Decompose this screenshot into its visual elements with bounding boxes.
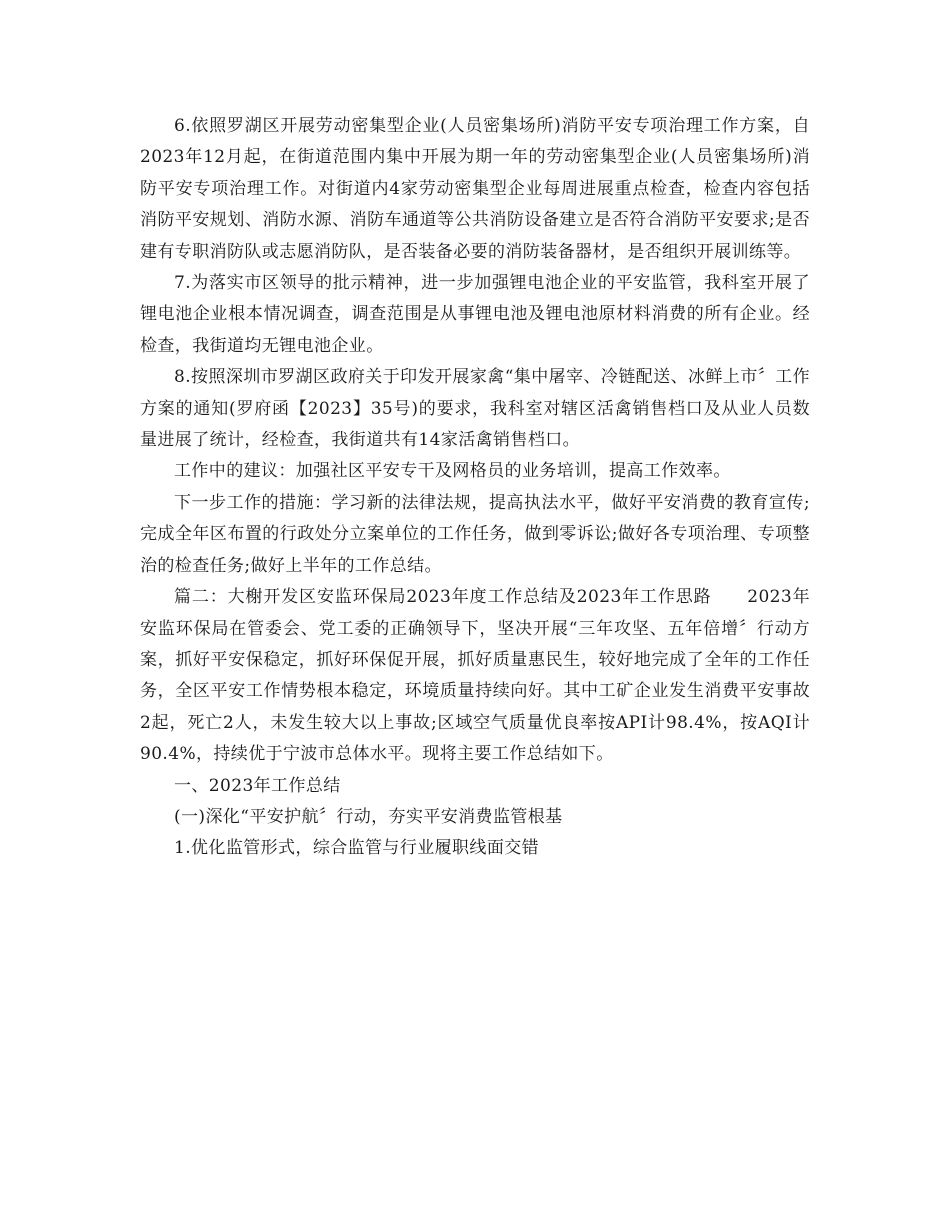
section-heading: 一、2023年工作总结 bbox=[174, 775, 341, 796]
paragraph-next-steps: 下一步工作的措施：学习新的法律法规，提高执法水平，做好平安消费的教育宣传;完成全年区布置的行政处分立案单位的工作任务，做到零诉讼;做好各专项治理、专项整治的检查任务;做好上半年的工作总结。 bbox=[140, 492, 810, 576]
paragraph-item-6: 6.依照罗湖区开展劳动密集型企业(人员密集场所)消防平安专项治理工作方案，自2023年12月起，在街道范围内集中开展为期一年的劳动密集型企业(人员密集场所)消防平安专项治理工作。对街道内4家劳动密集型企业每周进展重点检查，检查内容包括消防平安规划、消防水源、消防车通道等公共消防设备建立是否符合消防平安要求;是否建有专职消防队或志愿消防队，是否装备必要的消防装备器材，是否组织开展训练等。 bbox=[140, 116, 810, 262]
sub-item-heading: 1.优化监管形式，综合监管与行业履职线面交错 bbox=[174, 838, 540, 859]
paragraph-part-two: 篇二：大榭开发区安监环保局2023年度工作总结及2023年工作思路 2023年安监环保局在管委会、党工委的正确领导下，坚决开展“三年攻坚、五年倍增〞行动方案，抓好平安保稳定，抓好环保促开展，抓好质量惠民生，较好地完成了全年的工作任务，全区平安工作情势根本稳定，环境质量持续向好。其中工矿企业发生消费平安事故2起，死亡2人，未发生较大以上事故;区域空气质量优良率按API计98.4%，按AQI计90.4%，持续优于宁波市总体水平。现将主要工作总结如下。 bbox=[140, 587, 810, 765]
paragraph-item-8: 8.按照深圳市罗湖区政府关于印发开展家禽“集中屠宰、冷链配送、冰鲜上市〞工作方案的通知(罗府函【2023】35号)的要求，我科室对辖区活禽销售档口及从业人员数量进展了统计，经检查，我街道共有14家活禽销售档口。 bbox=[140, 367, 810, 451]
paragraph-suggestion: 工作中的建议：加强社区平安专干及网格员的业务培训，提高工作效率。 bbox=[174, 461, 731, 482]
paragraph-item-7: 7.为落实市区领导的批示精神，进一步加强锂电池企业的平安监管，我科室开展了锂电池企业根本情况调查，调查范围是从事锂电池及锂电池原材料消费的所有企业。经检查，我街道均无锂电池企业。 bbox=[140, 273, 810, 356]
subsection-heading: (一)深化“平安护航〞行动，夯实平安消费监管根基 bbox=[174, 806, 563, 827]
document-body bbox=[140, 111, 810, 865]
